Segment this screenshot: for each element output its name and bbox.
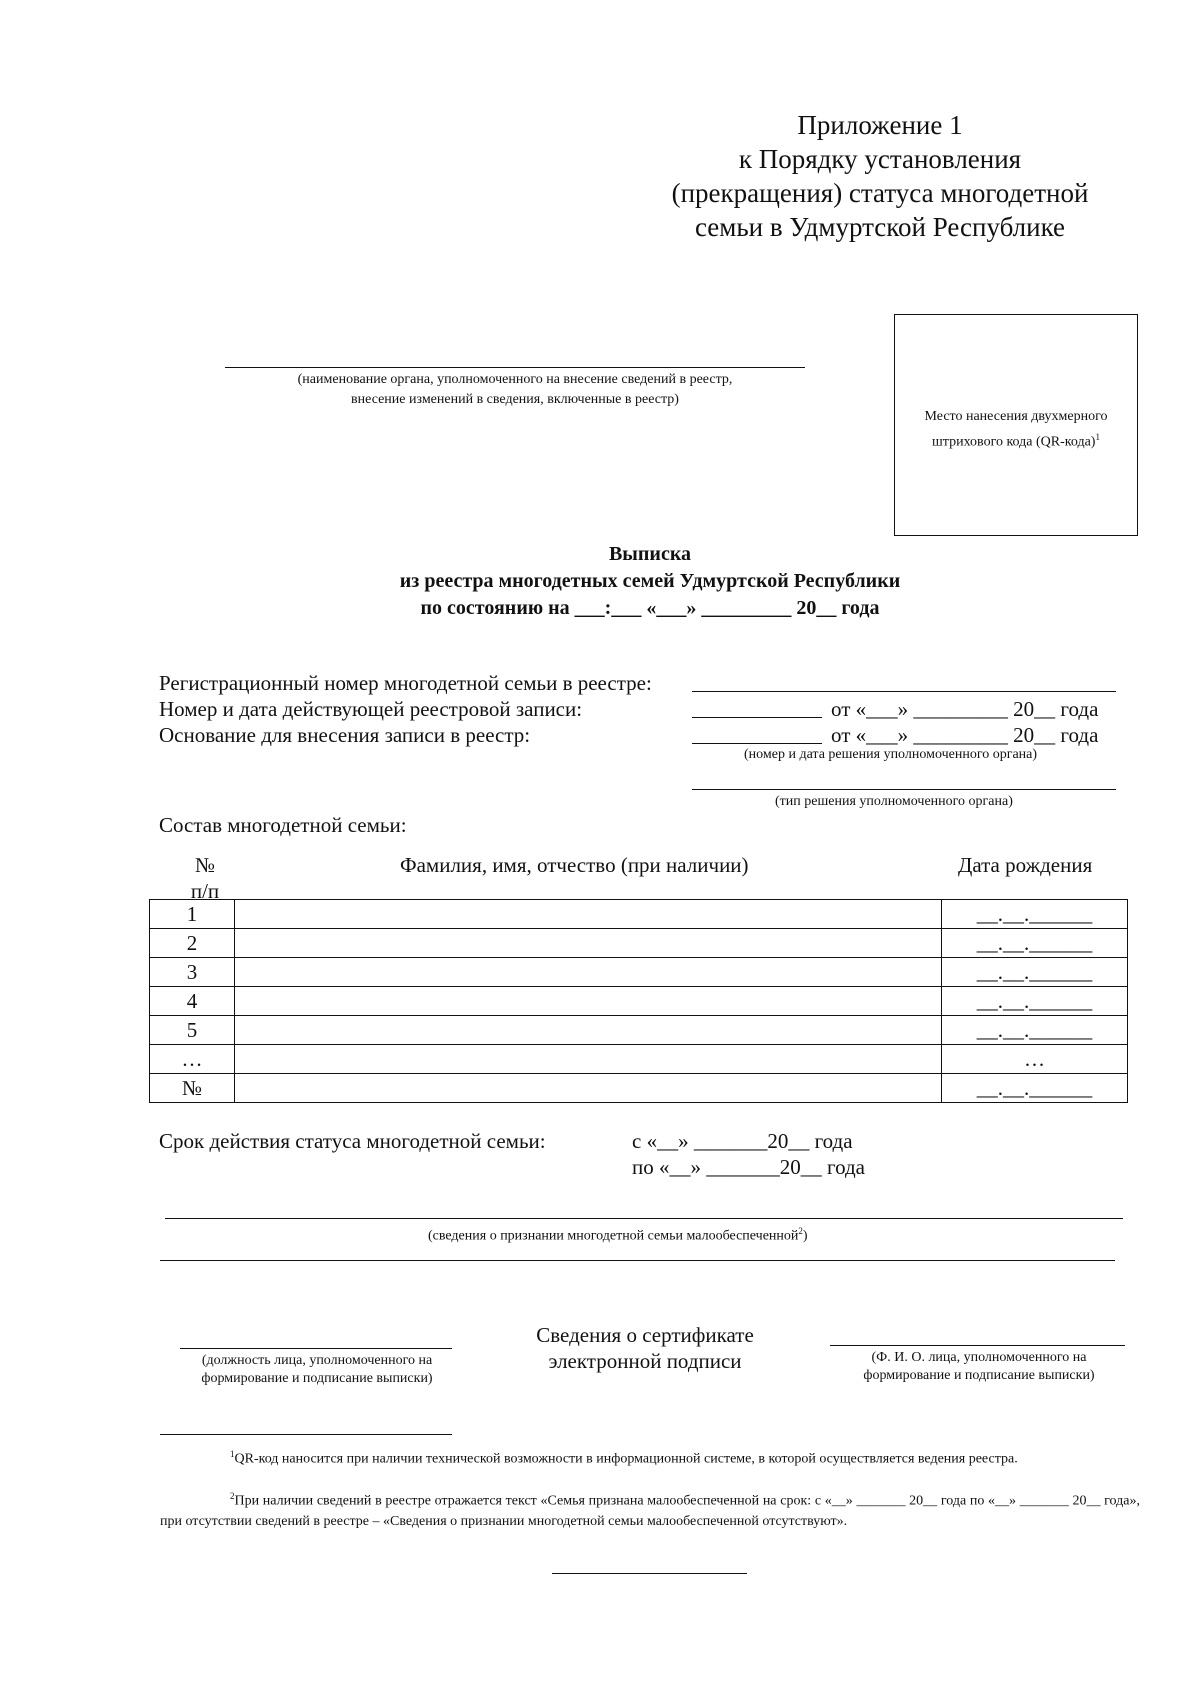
footnote-mark: 1 (230, 1449, 235, 1459)
caption-line: (наименование органа, уполномоченного на внесение сведений в реестр, (297, 372, 733, 387)
footnote-separator (160, 1434, 452, 1435)
caption-line: формирование и подписание выписки) (863, 1368, 1095, 1383)
family-members-table (149, 899, 1128, 1103)
title-line: Выписка (608, 543, 692, 565)
appendix-title: Приложение 1 (797, 110, 963, 140)
row-number: 5 (150, 1016, 235, 1045)
qr-caption-line: Место нанесения двухмерного (924, 409, 1108, 424)
birthdate-cell: __.__.______ (942, 958, 1128, 987)
certificate-info (520, 1322, 770, 1374)
table-row (150, 1074, 1128, 1103)
fio-caption (830, 1349, 1128, 1385)
basis-date: от «___» _________ 20__ года (831, 723, 1099, 747)
record-number-line (692, 717, 822, 718)
row-number: 1 (150, 900, 235, 929)
member-name-cell (235, 958, 942, 987)
validity-label: Срок действия статуса многодетной семьи: (159, 1129, 546, 1153)
decision-type-line (692, 789, 1116, 790)
column-header-name: Фамилия, имя, отчество (при наличии) (400, 853, 749, 877)
birthdate-cell: … (942, 1045, 1128, 1074)
appendix-header (600, 108, 1160, 244)
birthdate-cell: __.__.______ (942, 987, 1128, 1016)
column-header-number-line: п/п (190, 879, 220, 903)
caption-line: формирование и подписание выписки) (201, 1371, 433, 1386)
document-title (300, 541, 1000, 622)
end-separator (552, 1573, 747, 1574)
low-income-caption-text: (сведения о признании многодетной семьи малообеспеченной (428, 1228, 799, 1244)
low-income-line (165, 1218, 1123, 1219)
title-line: из реестра многодетных семей Удмуртской Республики (399, 570, 901, 592)
appendix-line: семьи в Удмуртской Республике (694, 212, 1066, 242)
member-name-cell (235, 987, 942, 1016)
birthdate-cell: __.__.______ (942, 1016, 1128, 1045)
basis-label: Основание для внесения записи в реестр: (159, 723, 531, 747)
table-row (150, 987, 1128, 1016)
certificate-line: электронной подписи (548, 1349, 742, 1373)
qr-code-placeholder (894, 314, 1138, 536)
organ-name-caption (225, 370, 805, 410)
footnote-mark: 2 (798, 1226, 803, 1236)
birthdate-cell: __.__.______ (942, 929, 1128, 958)
table-row (150, 1045, 1128, 1074)
decision-caption: (номер и дата решения уполномоченного органа) (744, 747, 1038, 762)
footnote-text: QR-код наносится при наличии технической возможности в информационной системе, в которой осуществляется ведения реестра. (234, 1451, 1018, 1467)
qr-caption-line: штрихового кода (QR-кода) (932, 434, 1096, 450)
validity-to: по «__» _______20__ года (632, 1155, 865, 1179)
position-line (180, 1348, 452, 1349)
table-row (150, 958, 1128, 987)
footnote-text: При наличии сведений в реестре отражается текст «Семья признана малообеспеченной на срок: с «__» _______ 20__ года по «__» _______ 20__ года», при отсутствии сведений в реестре – «Сведения о признании многодетной семьи малообеспеченной отсутствуют». (160, 1493, 1140, 1529)
birthdate-cell: __.__.______ (942, 900, 1128, 929)
record-label: Номер и дата действующей реестровой записи: (159, 697, 583, 721)
appendix-line: к Порядку установления (738, 144, 1022, 174)
certificate-line: Сведения о сертификате (536, 1323, 754, 1347)
decision-type-caption: (тип решения уполномоченного органа) (775, 794, 1013, 809)
title-date-line: по состоянию на ___:___ «___» _________ 20__ года (420, 597, 880, 619)
member-name-cell (235, 1074, 942, 1103)
low-income-line-2 (160, 1260, 1115, 1261)
fio-line (830, 1345, 1125, 1346)
row-number: 4 (150, 987, 235, 1016)
column-header-number-line: № (194, 853, 216, 877)
qr-code-caption (903, 407, 1129, 453)
row-number: 2 (150, 929, 235, 958)
family-heading: Состав многодетной семьи: (159, 813, 407, 837)
table-row (150, 929, 1128, 958)
appendix-line: (прекращения) статуса многодетной (671, 178, 1089, 208)
row-number: № (150, 1074, 235, 1103)
member-name-cell (235, 1016, 942, 1045)
member-name-cell (235, 900, 942, 929)
reg-number-label: Регистрационный номер многодетной семьи в реестре: (159, 671, 652, 695)
position-caption (178, 1352, 456, 1388)
row-number: 3 (150, 958, 235, 987)
organ-name-line (225, 367, 805, 368)
caption-line: (Ф. И. О. лица, уполномоченного на (871, 1350, 1087, 1365)
member-name-cell (235, 1045, 942, 1074)
member-name-cell (235, 929, 942, 958)
footnote-mark: 2 (230, 1491, 235, 1501)
footnote-1 (160, 1444, 1140, 1470)
table-row (150, 1016, 1128, 1045)
basis-number-line (692, 743, 822, 744)
low-income-caption: (сведения о признании многодетной семьи малообеспеченной$^2$) (428, 1226, 808, 1244)
reg-number-line (692, 691, 1116, 692)
validity-from: с «__» _______20__ года (632, 1129, 853, 1153)
record-date: от «___» _________ 20__ года (831, 697, 1099, 721)
column-header-birthdate: Дата рождения (958, 853, 1093, 877)
column-header-number (180, 852, 230, 904)
footnote-mark: 1 (1095, 432, 1100, 442)
table-row (150, 900, 1128, 929)
row-number: … (150, 1045, 235, 1074)
caption-line: (должность лица, уполномоченного на (201, 1353, 433, 1368)
birthdate-cell: __.__.______ (942, 1074, 1128, 1103)
footnote-2 (160, 1486, 1140, 1532)
caption-line: внесение изменений в сведения, включенные в реестр) (351, 392, 679, 407)
